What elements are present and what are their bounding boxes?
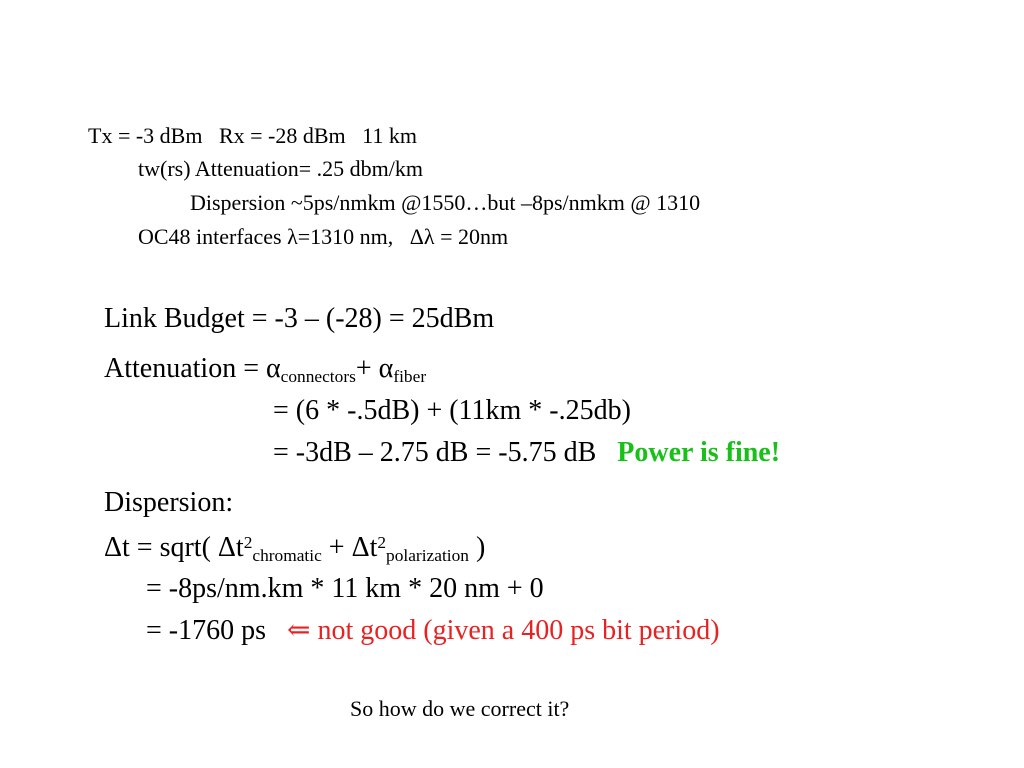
lambda-symbol: λ [287, 224, 298, 249]
attenuation-calc-line: = (6 * -.5dB) + (11km * -.25db) [273, 395, 631, 426]
interfaces-text-c: = 20nm [434, 224, 509, 249]
power-fine-note: Power is fine! [617, 437, 781, 468]
subscript-fiber: fiber [393, 366, 427, 386]
attenuation-result: = -3dB – 2.75 dB = -5.75 dB [273, 437, 618, 468]
given-line-tx-rx: Tx = -3 dBm Rx = -28 dBm 11 km [88, 123, 417, 148]
given-line-interfaces [138, 226, 508, 248]
superscript-2: 2 [243, 533, 253, 553]
subscript-connectors: connectors [280, 366, 356, 386]
alpha-symbol: α [265, 353, 281, 384]
formula-part-c: ) [468, 532, 486, 563]
plus-sign: + [355, 353, 379, 384]
correction-question: So how do we correct it? [350, 696, 570, 721]
dispersion-result-line [146, 617, 720, 645]
superscript-2: 2 [377, 533, 387, 553]
link-budget-line: Link Budget = -3 – (-28) = 25dBm [104, 303, 495, 334]
formula-part-b: + Δt [321, 532, 378, 563]
interfaces-text-b: =1310 nm, [297, 224, 410, 249]
dispersion-result: = -1760 ps [146, 615, 288, 646]
given-line-dispersion: Dispersion ~5ps/nmkm @1550…but –8ps/nmkm @ 1310 [190, 190, 701, 215]
subscript-polarization: polarization [386, 545, 469, 565]
subscript-chromatic: chromatic [252, 545, 322, 565]
delta-lambda-symbol: Δλ [409, 224, 435, 249]
interfaces-text-a: OC48 interfaces [138, 224, 288, 249]
attenuation-result-line [273, 439, 780, 467]
attenuation-label: Attenuation = [104, 353, 266, 384]
formula-part-a: Δt = sqrt( Δt [104, 532, 244, 563]
dispersion-calc-line: = -8ps/nm.km * 11 km * 20 nm + 0 [146, 573, 544, 604]
attenuation-line [104, 353, 427, 386]
dispersion-heading: Dispersion: [104, 487, 234, 518]
given-line-attenuation: tw(rs) Attenuation= .25 dbm/km [138, 156, 423, 181]
not-good-note: not good (given a 400 ps bit period) [310, 615, 720, 646]
alpha-symbol: α [378, 353, 394, 384]
dispersion-formula [104, 532, 486, 565]
left-arrow-icon: ⇐ [287, 615, 311, 646]
